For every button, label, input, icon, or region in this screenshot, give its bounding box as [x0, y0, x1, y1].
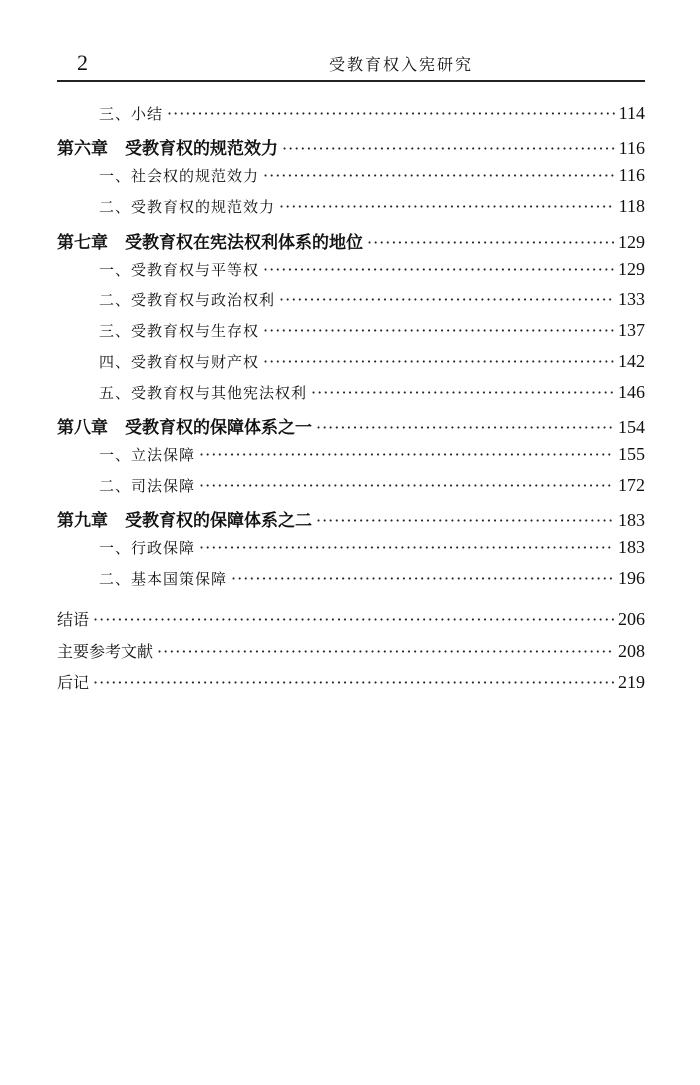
- toc-entry-page-number: 129: [618, 232, 645, 252]
- toc-entry-title: 二、司法保障: [99, 477, 196, 495]
- toc-entry: [57, 196, 645, 222]
- toc-entry-title: 第八章 受教育权的保障体系之一: [57, 418, 312, 438]
- toc-entry: [57, 320, 645, 346]
- toc-entry: [57, 475, 645, 501]
- toc-entry: [57, 165, 645, 191]
- toc-entry-page-number: 172: [618, 475, 645, 495]
- toc-entry-title: 五、受教育权与其他宪法权利: [99, 384, 308, 402]
- dot-leader: [282, 139, 615, 158]
- dot-leader: [279, 197, 615, 216]
- dot-leader: [231, 569, 614, 588]
- toc-entry-title: 二、受教育权的规范效力: [99, 198, 276, 216]
- toc-entry-title: 一、立法保障: [99, 446, 196, 464]
- dot-leader: [263, 321, 614, 340]
- toc-entry-title: 第七章 受教育权在宪法权利体系的地位: [57, 233, 363, 253]
- toc-entry: [57, 670, 645, 696]
- toc-entry-title: 一、行政保障: [99, 539, 196, 557]
- toc-entry-page-number: 183: [618, 537, 645, 557]
- toc-entry-title: 后记: [57, 673, 90, 692]
- toc-entry-page-number: 208: [618, 641, 645, 661]
- dot-leader: [316, 418, 614, 437]
- toc-entry: [57, 103, 645, 129]
- toc-entry-page-number: 154: [618, 417, 645, 437]
- toc-entry: [57, 289, 645, 315]
- toc-entry: [57, 259, 645, 285]
- toc-entry-page-number: 155: [618, 444, 645, 464]
- toc-entry: [57, 607, 645, 633]
- toc-entry-title: 结语: [57, 610, 90, 629]
- toc-entry-page-number: 146: [618, 382, 645, 402]
- dot-leader: [93, 610, 614, 629]
- toc-entry: [57, 537, 645, 563]
- dot-leader: [367, 233, 614, 252]
- toc-entry: [57, 351, 645, 377]
- dot-leader: [199, 445, 614, 464]
- toc-entry-title: 一、社会权的规范效力: [99, 167, 260, 185]
- toc-entry-page-number: 116: [618, 138, 645, 158]
- toc-entry-page-number: 116: [618, 165, 645, 185]
- dot-leader: [157, 642, 614, 661]
- dot-leader: [263, 166, 615, 185]
- toc-entry-page-number: 183: [618, 510, 645, 530]
- dot-leader: [279, 290, 614, 309]
- toc-entry: [57, 134, 645, 160]
- toc-entry: [57, 568, 645, 594]
- toc-entry-page-number: 137: [618, 320, 645, 340]
- toc-entry-title: 四、受教育权与财产权: [99, 353, 260, 371]
- toc-entry-title: 二、基本国策保障: [99, 570, 228, 588]
- dot-leader: [311, 383, 614, 402]
- toc-entry-title: 三、小结: [99, 105, 164, 123]
- dot-leader: [263, 352, 614, 371]
- dot-leader: [167, 104, 615, 123]
- toc-entry-title: 三、受教育权与生存权: [99, 322, 260, 340]
- toc-entry-title: 二、受教育权与政治权利: [99, 291, 276, 309]
- toc-entry-page-number: 129: [618, 259, 645, 279]
- running-title: 受教育权入宪研究: [328, 55, 473, 74]
- toc-entry-page-number: 114: [618, 103, 645, 123]
- toc-entry: [57, 506, 645, 532]
- toc-entry-page-number: 196: [618, 568, 645, 588]
- toc-entry: [57, 382, 645, 408]
- dot-leader: [199, 476, 614, 495]
- toc-entry-title: 第六章 受教育权的规范效力: [57, 139, 278, 159]
- toc-entry: [57, 413, 645, 439]
- toc-entry-title: 一、受教育权与平等权: [99, 261, 260, 279]
- toc-entry: [57, 639, 645, 665]
- toc-entry-title: 第九章 受教育权的保障体系之二: [57, 511, 312, 531]
- toc-entry-page-number: 206: [618, 609, 645, 629]
- toc-entry-page-number: 142: [618, 351, 645, 371]
- dot-leader: [93, 673, 614, 692]
- toc-entry: [57, 228, 645, 254]
- toc-entry-page-number: 118: [618, 196, 645, 216]
- toc-entry-page-number: 219: [618, 672, 645, 692]
- toc-entry: [57, 444, 645, 470]
- dot-leader: [199, 538, 614, 557]
- dot-leader: [263, 260, 614, 279]
- page-number: 2: [77, 50, 88, 75]
- toc-entry-page-number: 133: [618, 289, 645, 309]
- toc-entry-title: 主要参考文献: [57, 642, 154, 661]
- dot-leader: [316, 511, 614, 530]
